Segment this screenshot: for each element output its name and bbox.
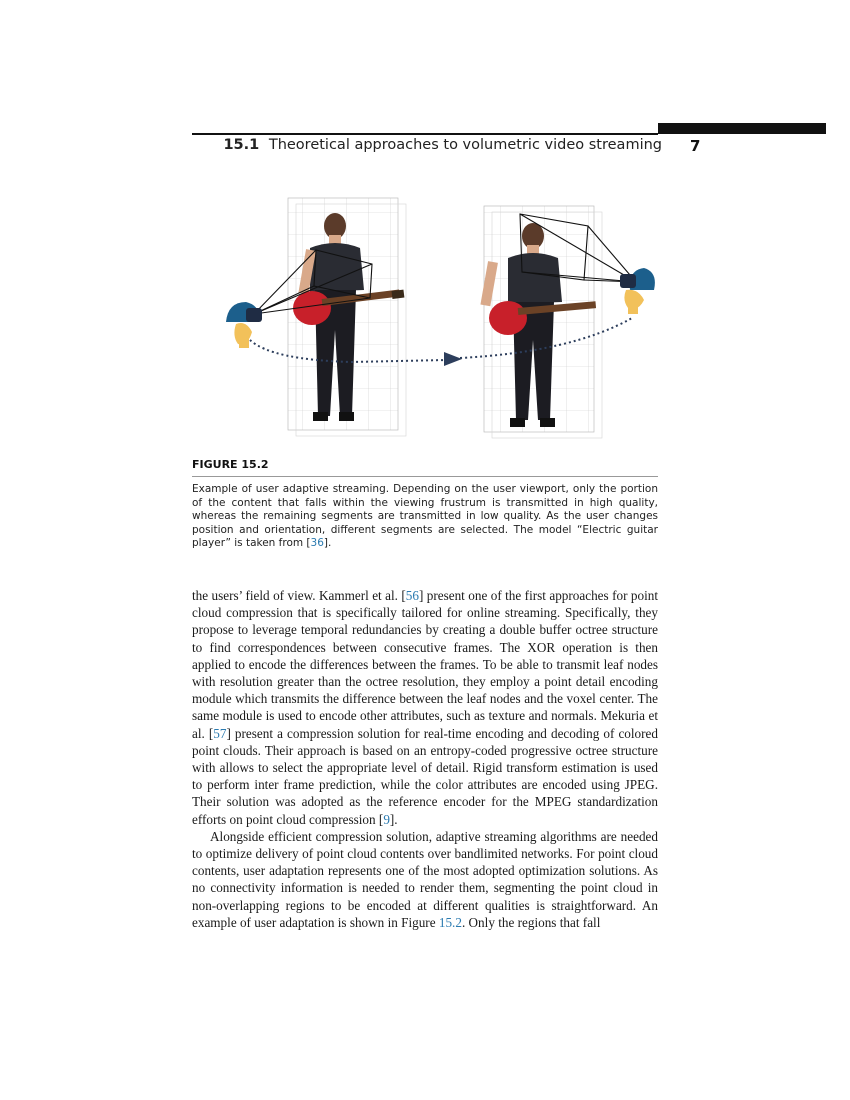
citation-link[interactable]: 56 (405, 588, 419, 603)
citation-link[interactable]: 57 (213, 725, 227, 741)
paragraph: Alongside efficient compression solution, adaptive streaming algorithms are needed to optimize delivery of point cloud contents over bandlimited networks. For point cloud contents, user adaptation represents one of the most adopted optimization solutions. As no connectivity information is needed to render them, segmenting the point cloud in non-overlapping regions to be encoded at different qualities is straightforward. An example of user adaptation is shown in Figure 15.2. Only the regions that fall (192, 828, 658, 930)
citation-link[interactable]: 9 (383, 811, 390, 827)
figure-caption-rule (192, 476, 658, 477)
header-rule (192, 133, 658, 135)
page-number: 7 (690, 137, 701, 155)
section-number: 15.1 (223, 137, 260, 153)
figure-reference-link[interactable]: 15.2 (438, 914, 462, 930)
caption-text-end: ]. (323, 537, 332, 550)
paragraph: the users’ field of view. Kammerl et al. [56] present one of the first approaches for point cloud compression that is specifically tailored for online streaming. Specifically, they propose to leverage temporal redundancies by creating a double buffer octree structure to find correspondences between consecutive frames. The XOR operation is then applied to encode the differences between the frames. To be able to transmit leaf nodes with resolution greater than the octree resolution, they employ a point detail encoding module which transmits the difference between the leaf nodes and the voxel center. The same module is used to encode other attributes, such as texture and normals. Mekuria et al. [57] present a compression solution for real-time encoding and decoding of colored point clouds. Their approach is based on an entropy-coded progressive octree structure with allows to select the appropriate level of detail. Rigid transform estimation is used to perform inter frame prediction, while the color attributes are encoded using JPEG. Their solution was adopted as the reference encoder for the MPEG standardization efforts on point cloud compression [9]. (192, 588, 658, 827)
figure-illustration (192, 190, 662, 440)
body-text (192, 587, 658, 931)
left-viewer-headset (226, 302, 262, 348)
movement-arrowhead (444, 352, 462, 366)
right-viewer-headset (620, 268, 655, 314)
chapter-thumb-tab (658, 123, 826, 134)
caption-text: Example of user adaptive streaming. Depending on the user viewport, only the portion of the content that falls within the viewing frustrum is transmitted in high quality, whereas the remaining segments are transmitted in low quality. As the user changes position and orientation, different segments are selected. The model “Electric guitar player” is taken from [ (192, 483, 658, 550)
citation-link[interactable]: 36 (310, 537, 324, 550)
section-title: Theoretical approaches to volumetric video streaming (268, 137, 662, 153)
right-scene (480, 206, 654, 438)
figure-caption (192, 483, 658, 551)
left-scene (226, 198, 406, 436)
running-head (192, 137, 662, 159)
figure-label: FIGURE 15.2 (192, 458, 269, 471)
